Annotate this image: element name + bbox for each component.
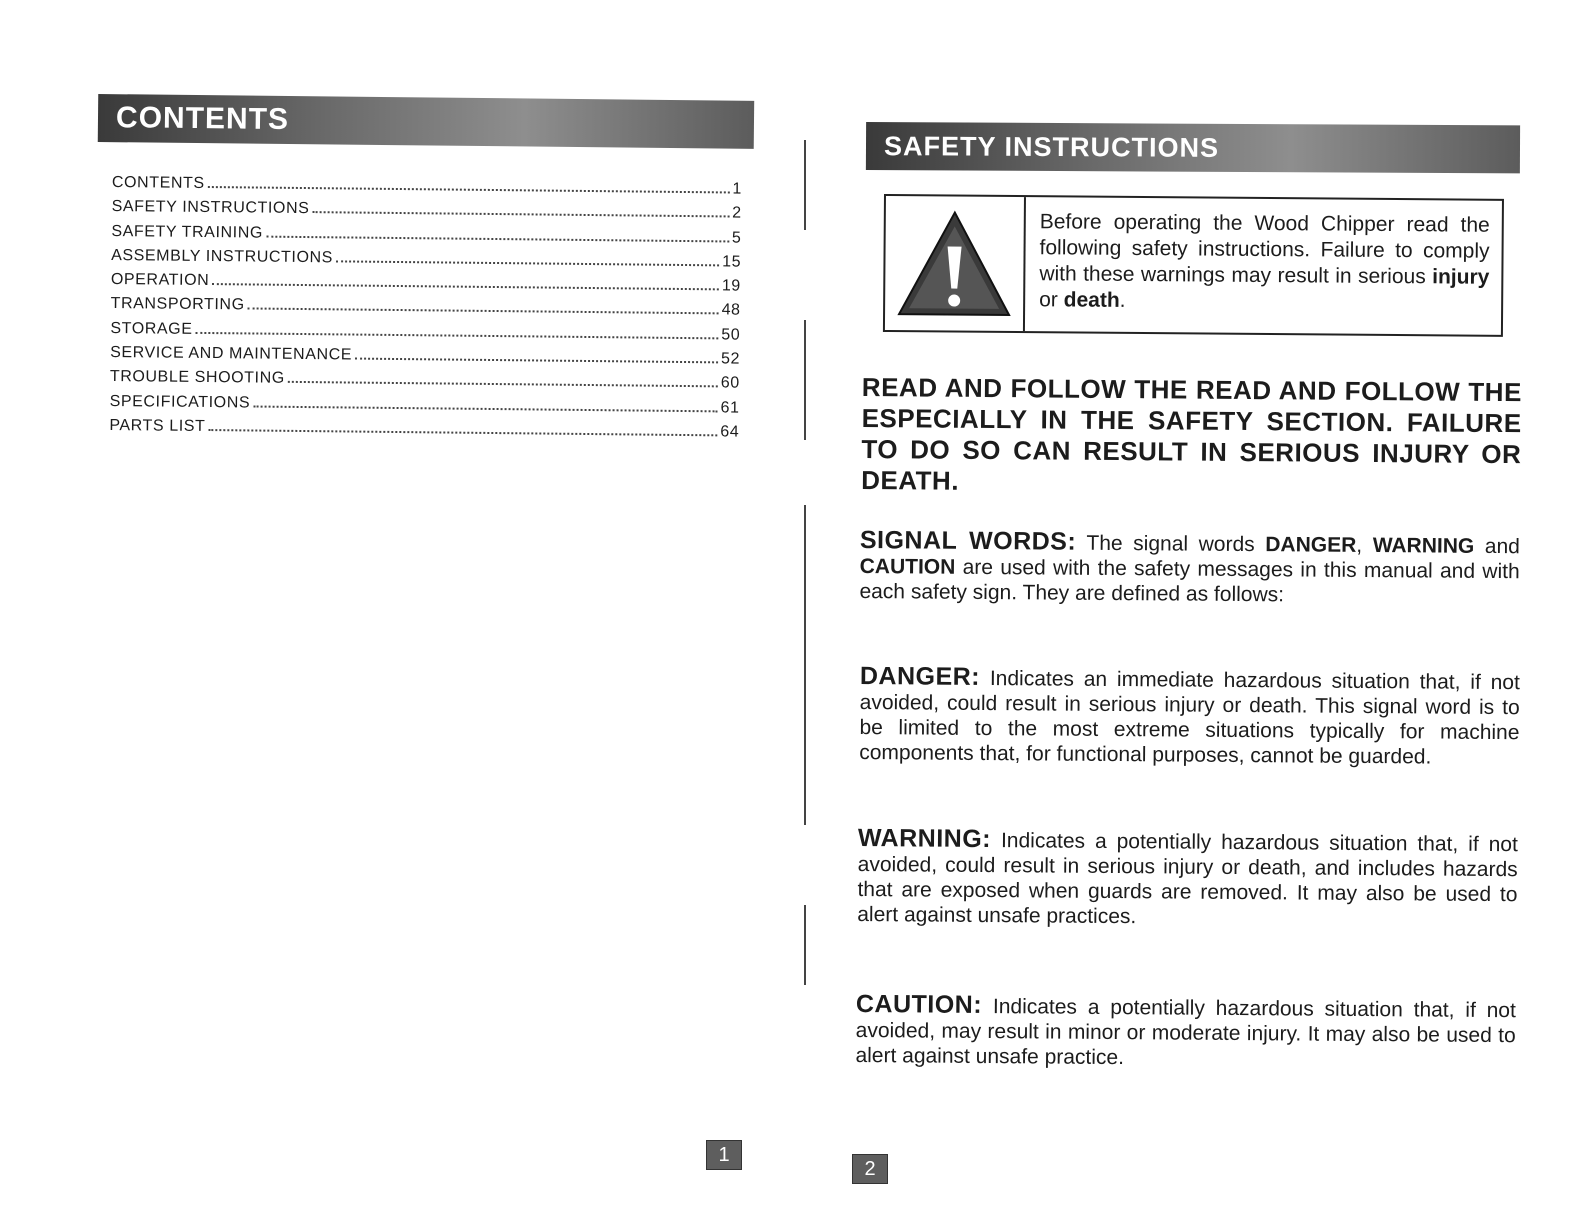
warning-definition [857,826,1518,932]
keyword-warning: WARNING [1372,534,1475,558]
toc-dot-leader [288,381,718,388]
toc-entry-page: 50 [721,326,741,344]
toc-entry [109,417,739,448]
toc-entry-page: 48 [721,301,741,320]
toc-dot-leader [266,235,729,242]
toc-entry-page: 1 [732,180,742,198]
page-number-badge: 2 [852,1154,888,1184]
toc-dot-leader [195,332,718,339]
read-and-follow-notice: READ AND FOLLOW THE READ AND FOLLOW THE ESPECIALLY IN THE SAFETY SECTION. FAILURE TO DO SO CAN RESULT IN SERIOUS INJURY OR DEATH. [861,372,1522,496]
danger-text: Indicates an immediate hazardous situation that, if not avoided, could result in serious injury or death. This signal word is to be limited to the most extreme situations typically for machine components that, for functional purposes, cannot be guarded. [859,666,1520,769]
warning-icon-cell [885,196,1026,331]
toc-entry-page: 15 [722,253,742,271]
signal-words-text: , [1356,533,1373,558]
warning-lead: WARNING: [857,824,992,854]
page-number-badge: 1 [706,1140,742,1170]
toc-entry-page: 60 [720,374,740,392]
toc-entry-title: PARTS LIST [109,416,206,435]
warning-definition-text: Indicates a potentially hazardous situation that, if not avoided, could result in serious injury or death, and includes hazards that are exposed when guards are removed. It may also be used to alert against unsafe practices. [857,829,1518,929]
toc-entry-title: SAFETY TRAINING [111,222,264,242]
gutter-line [804,320,806,440]
signal-words-lead: SIGNAL WORDS: [859,526,1077,556]
toc-entry-page: 61 [720,399,740,417]
danger-definition [859,664,1520,770]
toc-entry-title: SAFETY INSTRUCTIONS [111,198,310,218]
toc-dot-leader [248,308,719,315]
warning-keyword-injury: injury [1432,265,1490,289]
warning-keyword-death: death [1063,288,1120,312]
toc-dot-leader [212,283,719,290]
keyword-danger: DANGER [1265,533,1357,557]
toc-entry-title: CONTENTS [111,174,205,192]
warning-text-end: . [1119,288,1126,312]
toc-dot-leader [253,405,717,412]
gutter-line [804,140,806,230]
warning-text-body: Before operating the Wood Chipper read the following safety instructions. Failure to comply with these warnings may result in serious [1039,210,1490,289]
signal-words-text: and [1474,534,1520,559]
gutter-line [804,905,806,985]
toc-entry-page: 2 [732,204,742,222]
toc-dot-leader [312,211,729,217]
toc-dot-leader [355,358,718,364]
table-of-contents [109,174,742,448]
toc-entry-page: 52 [721,350,741,368]
toc-entry-page: 64 [720,423,740,441]
left-page [0,0,790,1224]
signal-words-paragraph [859,528,1520,609]
danger-lead: DANGER: [859,662,981,691]
warning-text [1025,197,1502,335]
signal-words-text: The signal words [1076,531,1266,557]
keyword-caution: CAUTION [859,554,956,579]
toc-entry-title: OPERATION [110,271,210,290]
warning-text-or: or [1039,288,1064,312]
toc-entry-title: SERVICE AND MAINTENANCE [110,344,353,364]
right-page [800,0,1584,1224]
caution-definition [855,992,1516,1073]
signal-words-text: are used with the safety messages in this manual and with each safety sign. They are defined as follows: [859,555,1520,607]
toc-entry-title: SPECIFICATIONS [109,392,251,412]
caution-text: Indicates a potentially hazardous situation that, if not avoided, may result in minor or moderate injury. It may also be used to alert against unsafe practice. [855,994,1516,1070]
toc-entry-page: 5 [731,229,742,247]
gutter-line [804,505,806,825]
safety-instructions-heading: SAFETY INSTRUCTIONS [866,122,1520,173]
toc-entry-title: TROUBLE SHOOTING [109,368,285,388]
toc-dot-leader [336,260,719,266]
warning-triangle-icon [895,208,1014,319]
warning-box [883,194,1504,337]
toc-entry-title: ASSEMBLY INSTRUCTIONS [111,246,334,267]
contents-heading: CONTENTS [98,94,754,149]
toc-dot-leader [208,186,730,193]
toc-entry-title: STORAGE [110,319,193,338]
toc-entry-title: TRANSPORTING [110,295,245,314]
toc-dot-leader [208,429,717,436]
toc-entry-page: 19 [721,277,741,295]
caution-lead: CAUTION: [855,990,983,1019]
